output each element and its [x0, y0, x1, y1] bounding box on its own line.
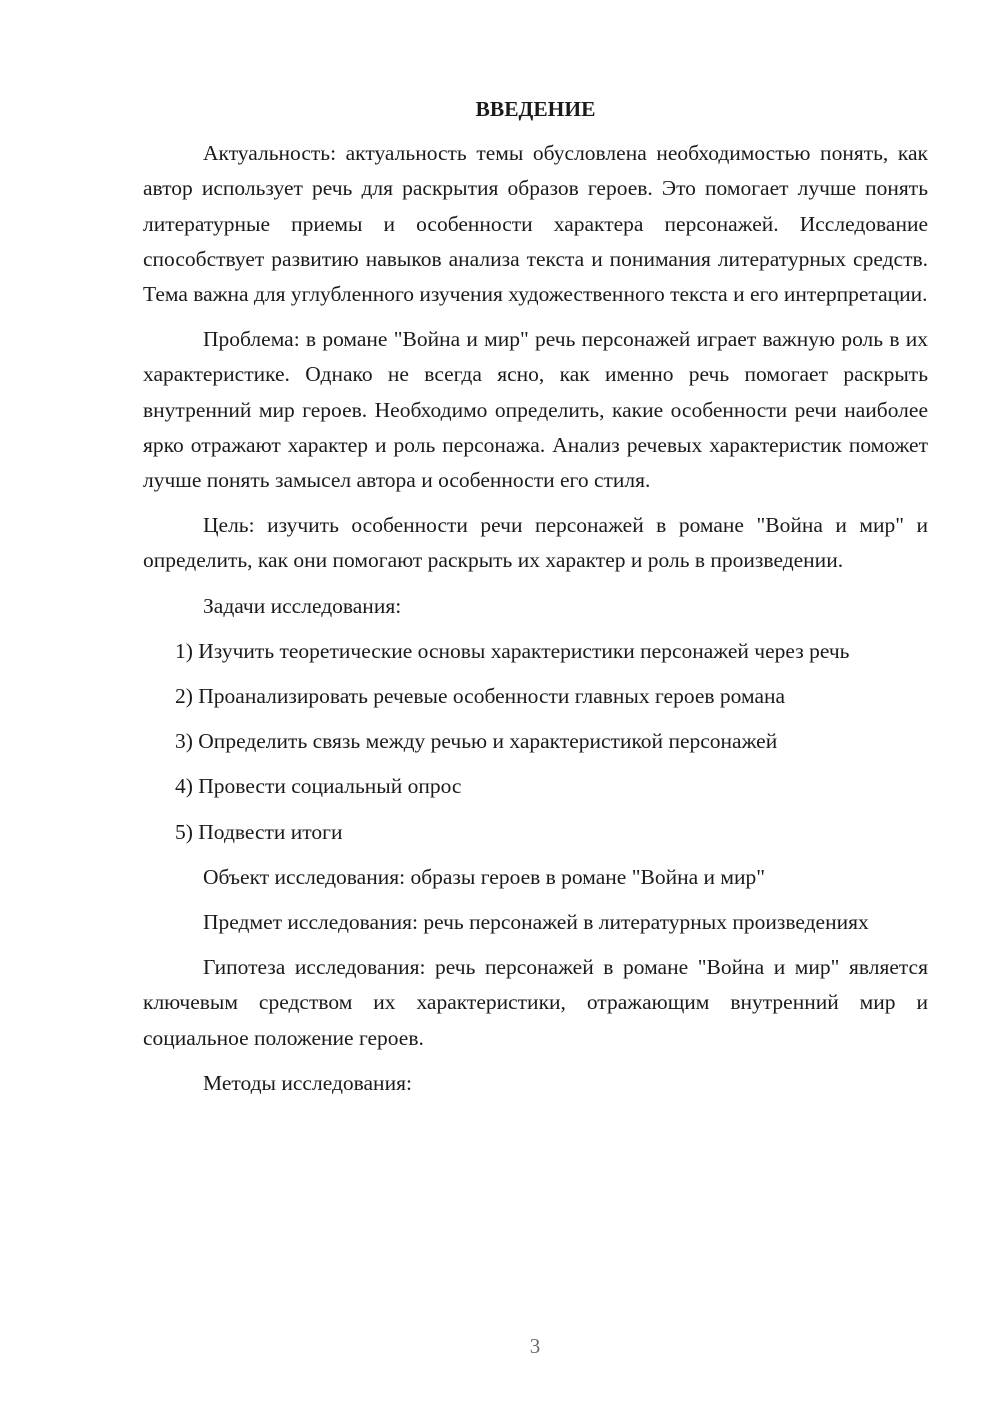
task-item-1: 1) Изучить теоретические основы характеристики персонажей через речь — [175, 638, 850, 663]
task-item-3: 3) Определить связь между речью и характеристикой персонажей — [175, 729, 778, 754]
paragraph-subject: Предмет исследования: речь персонажей в литературных произведениях — [203, 910, 869, 935]
paragraph-relevance: Актуальность: актуальность темы обусловлена необходимостью понять, как автор использует речь для раскрытия образов героев. Это помогает лучше понять литературные приемы и особенности характера персонажей. Исследование способствует развитию навыков анализа текста и понимания литературных средств. Тема важна для углубленного изучения художественного текста и его интерпретации. — [143, 141, 928, 307]
page-number: 3 — [529, 1334, 541, 1358]
tasks-heading: Задачи исследования: — [203, 593, 402, 618]
page-content — [143, 92, 928, 1111]
methods-heading: Методы исследования: — [203, 1070, 412, 1095]
paragraph-object: Объект исследования: образы героев в романе "Война и мир" — [203, 864, 766, 889]
paragraph-goal: Цель: изучить особенности речи персонажей в романе "Война и мир" и определить, как они помогают раскрыть их характер и роль в произведении. — [143, 513, 928, 573]
paragraph-problem: Проблема: в романе "Война и мир" речь персонажей играет важную роль в их характеристике. Однако не всегда ясно, как именно речь помогает раскрыть внутренний мир героев. Необходимо определить, какие особенности речи наиболее ярко отражают характер и роль персонажа. Анализ речевых характеристик поможет лучше понять замысел автора и особенности его стиля. — [143, 327, 928, 493]
section-heading: ВВЕДЕНИЕ — [475, 97, 596, 121]
task-item-5: 5) Подвести итоги — [175, 819, 343, 844]
paragraph-hypothesis: Гипотеза исследования: речь персонажей в романе "Война и мир" является ключевым средством их характеристики, отражающим внутренний мир и социальное положение героев. — [143, 955, 928, 1050]
task-item-2: 2) Проанализировать речевые особенности главных героев романа — [175, 684, 786, 709]
task-item-4: 4) Провести социальный опрос — [175, 774, 462, 799]
